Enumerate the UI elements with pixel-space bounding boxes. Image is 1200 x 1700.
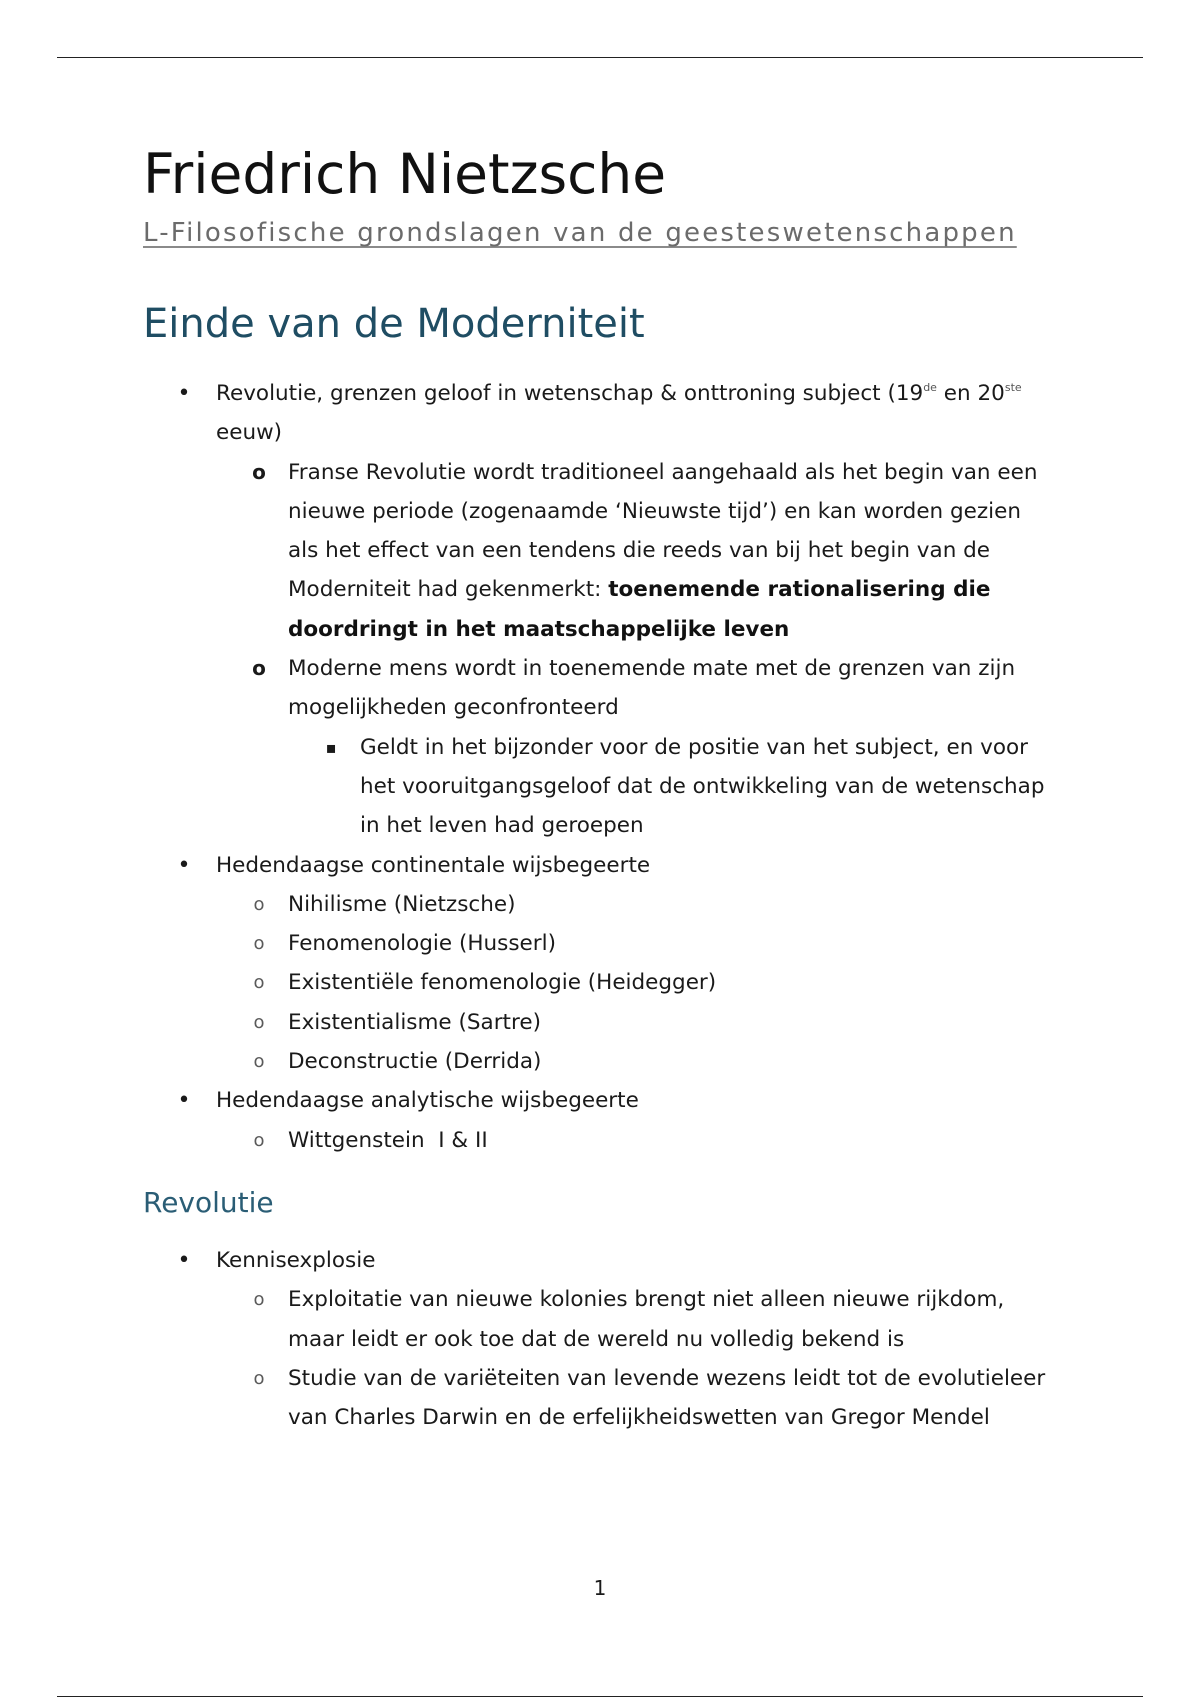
- bullet-icon: •: [177, 1248, 191, 1273]
- list-item: [0, 846, 1054, 885]
- list-item: [0, 924, 1054, 963]
- list-item-text: Deconstructie (Derrida): [288, 1049, 542, 1075]
- list-item-text: Revolutie, grenzen geloof in wetenschap & onttroning subject (19: [216, 381, 924, 406]
- section-heading-einde-van-de-moderniteit: Einde van de Moderniteit: [143, 301, 645, 347]
- list-item: [0, 649, 1054, 728]
- list-item-text: Exploitatie van nieuwe kolonies brengt niet alleen nieuwe rijkdom, maar leidt er ook toe dat de wereld nu volledig bekend is: [288, 1287, 1005, 1352]
- bullet-icon: •: [177, 1088, 191, 1114]
- document-title: Friedrich Nietzsche: [143, 142, 667, 206]
- superscript: de: [923, 381, 937, 394]
- circle-bullet-icon: o: [252, 459, 266, 484]
- list-item: [0, 374, 1054, 453]
- list-item-text: Franse Revolutie wordt traditioneel aangehaald als het begin van een nieuwe periode (zogenaamde ‘Nieuwste tijd’) en kan worden gezien als het effect van een tendens die reeds van bij het begin van de Moderniteit had gekenmerkt:: [288, 459, 1038, 603]
- list-item-text: en 20: [936, 381, 1005, 406]
- bullet-icon: •: [177, 381, 191, 406]
- page-number: 1: [593, 1576, 607, 1600]
- list-item-text: Wittgenstein I & II: [288, 1127, 488, 1153]
- list-item-text: Fenomenologie (Husserl): [288, 931, 556, 957]
- section-einde-van-de-moderniteit-list: [0, 374, 1200, 1160]
- superscript: ste: [1004, 381, 1022, 394]
- circle-bullet-icon: o: [253, 1129, 265, 1151]
- circle-bullet-icon: o: [253, 1289, 265, 1311]
- list-item-text: Nihilisme (Nietzsche): [288, 891, 516, 917]
- circle-bullet-icon: o: [253, 1051, 265, 1073]
- list-item-text: Kennisexplosie: [216, 1248, 376, 1273]
- list-item-text: Existentialisme (Sartre): [288, 1009, 541, 1035]
- document-subtitle: L-Filosofische grondslagen van de geesteswetenschappen: [143, 218, 1017, 248]
- list-item-text: eeuw): [216, 420, 283, 446]
- footer-rule: [57, 1696, 1143, 1697]
- list-item: [0, 1280, 1054, 1359]
- list-item: [0, 1121, 1054, 1160]
- list-item: [0, 1359, 1054, 1438]
- list-item: [0, 1081, 1054, 1120]
- list-item-bold-text: toenemende rationalisering die doordringt in het maatschappelijke leven: [288, 577, 991, 642]
- list-item: [0, 963, 1054, 1002]
- circle-bullet-icon: o: [253, 972, 265, 994]
- bullet-icon: •: [177, 852, 191, 878]
- list-item-text: Moderne mens wordt in toenemende mate met de grenzen van zijn mogelijkheden geconfronteerd: [288, 656, 1016, 721]
- list-item-text: Existentiële fenomenologie (Heidegger): [288, 970, 717, 996]
- list-item: [0, 453, 1054, 649]
- list-item-text: Hedendaagse continentale wijsbegeerte: [216, 852, 651, 878]
- circle-bullet-icon: o: [253, 933, 265, 955]
- list-item-text: Hedendaagse analytische wijsbegeerte: [216, 1088, 639, 1114]
- list-item: [0, 885, 1054, 924]
- list-item: [0, 728, 1060, 846]
- list-item-text: Studie van de variëteiten van levende wezens leidt tot de evolutieleer van Charles Darwin en de erfelijkheidswetten van Gregor Mendel: [288, 1365, 1046, 1431]
- list-item: [0, 1003, 1054, 1042]
- circle-bullet-icon: o: [252, 656, 266, 681]
- section-revolutie-list: [0, 1241, 1200, 1437]
- square-bullet-icon: ▪: [325, 737, 337, 757]
- circle-bullet-icon: o: [253, 1011, 265, 1033]
- circle-bullet-icon: o: [253, 1367, 265, 1389]
- section-heading-revolutie: Revolutie: [143, 1186, 274, 1219]
- circle-bullet-icon: o: [253, 893, 265, 915]
- list-item-text: Geldt in het bijzonder voor de positie van het subject, en voor het vooruitgangsgeloof dat de ontwikkeling van de wetenschap in het leven had geroepen: [360, 734, 1045, 839]
- header-rule: [57, 57, 1143, 58]
- list-item: [0, 1042, 1054, 1081]
- list-item: [0, 1241, 1054, 1280]
